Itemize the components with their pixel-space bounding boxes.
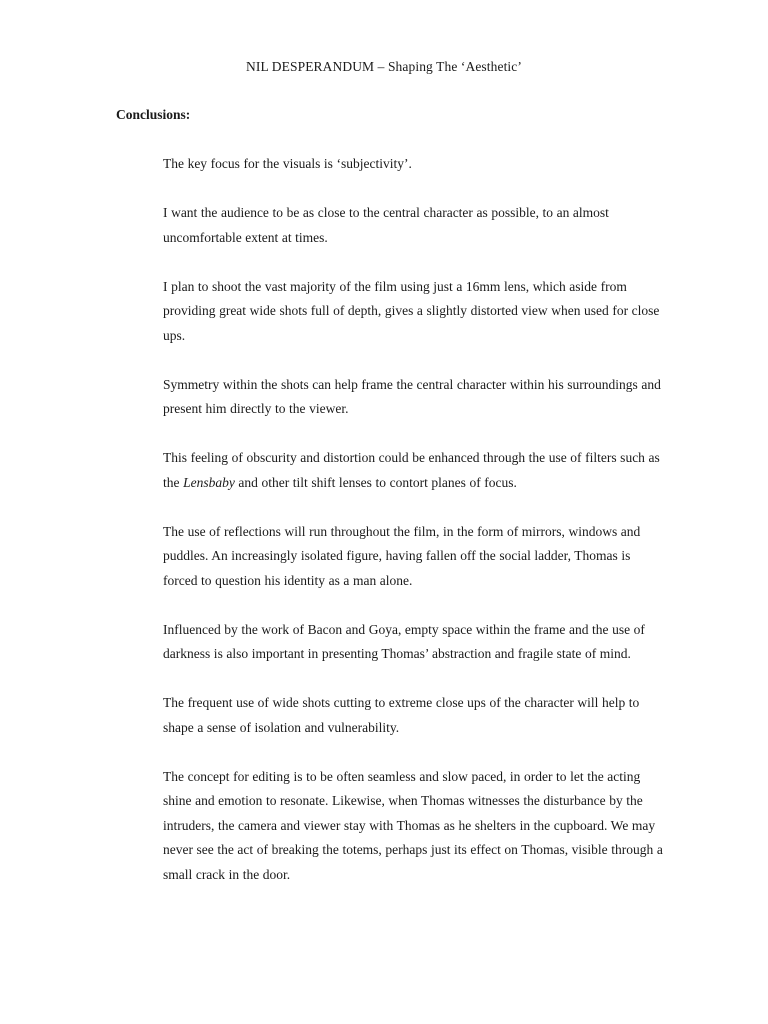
section-heading-conclusions: Conclusions: xyxy=(116,107,191,122)
paragraph-symmetry: Symmetry within the shots can help frame the central character within his surroundings and present him directly to the viewer. xyxy=(163,376,661,416)
lensbaby-emphasis: Lensbaby xyxy=(183,474,235,490)
paragraph-filters xyxy=(163,446,663,495)
document-body xyxy=(163,152,663,912)
paragraph-wide-shots: The frequent use of wide shots cutting to extreme close ups of the character will help to shape a sense of isolation and vulnerability. xyxy=(163,695,640,735)
paragraph-audience-closeness: I want the audience to be as close to the central character as possible, to an almost uncomfortable extent at times. xyxy=(163,205,609,245)
paragraph-16mm-lens: I plan to shoot the vast majority of the film using just a 16mm lens, which aside from providing great wide shots full of depth, gives a slightly distorted view when used for close ups. xyxy=(163,278,660,343)
paragraph-editing: The concept for editing is to be often seamless and slow paced, in order to let the acting shine and emotion to resonate. Likewise, when Thomas witnesses the disturbance by the intruders, the camera and viewer stay with Thomas as he shelters in the cupboard. We may never see the act of breaking the totems, perhaps just its effect on Thomas, visible through a small crack in the door. xyxy=(163,768,663,882)
paragraph-filters-text-start: This feeling of obscurity and distortion could be enhanced through the use of filters such as the xyxy=(163,450,660,490)
paragraph-subjectivity: The key focus for the visuals is ‘subjectivity’. xyxy=(163,156,412,171)
document-title: NIL DESPERANDUM – Shaping The ‘Aesthetic’ xyxy=(246,59,522,74)
paragraph-bacon-goya: Influenced by the work of Bacon and Goya, empty space within the frame and the use of darkness is also important in presenting Thomas’ abstraction and fragile state of mind. xyxy=(163,621,645,661)
paragraph-reflections: The use of reflections will run throughout the film, in the form of mirrors, windows and puddles. An increasingly isolated figure, having fallen off the social ladder, Thomas is forced to question his identity as a man alone. xyxy=(163,523,641,588)
paragraph-filters-text-end: and other tilt shift lenses to contort planes of focus. xyxy=(234,474,517,490)
